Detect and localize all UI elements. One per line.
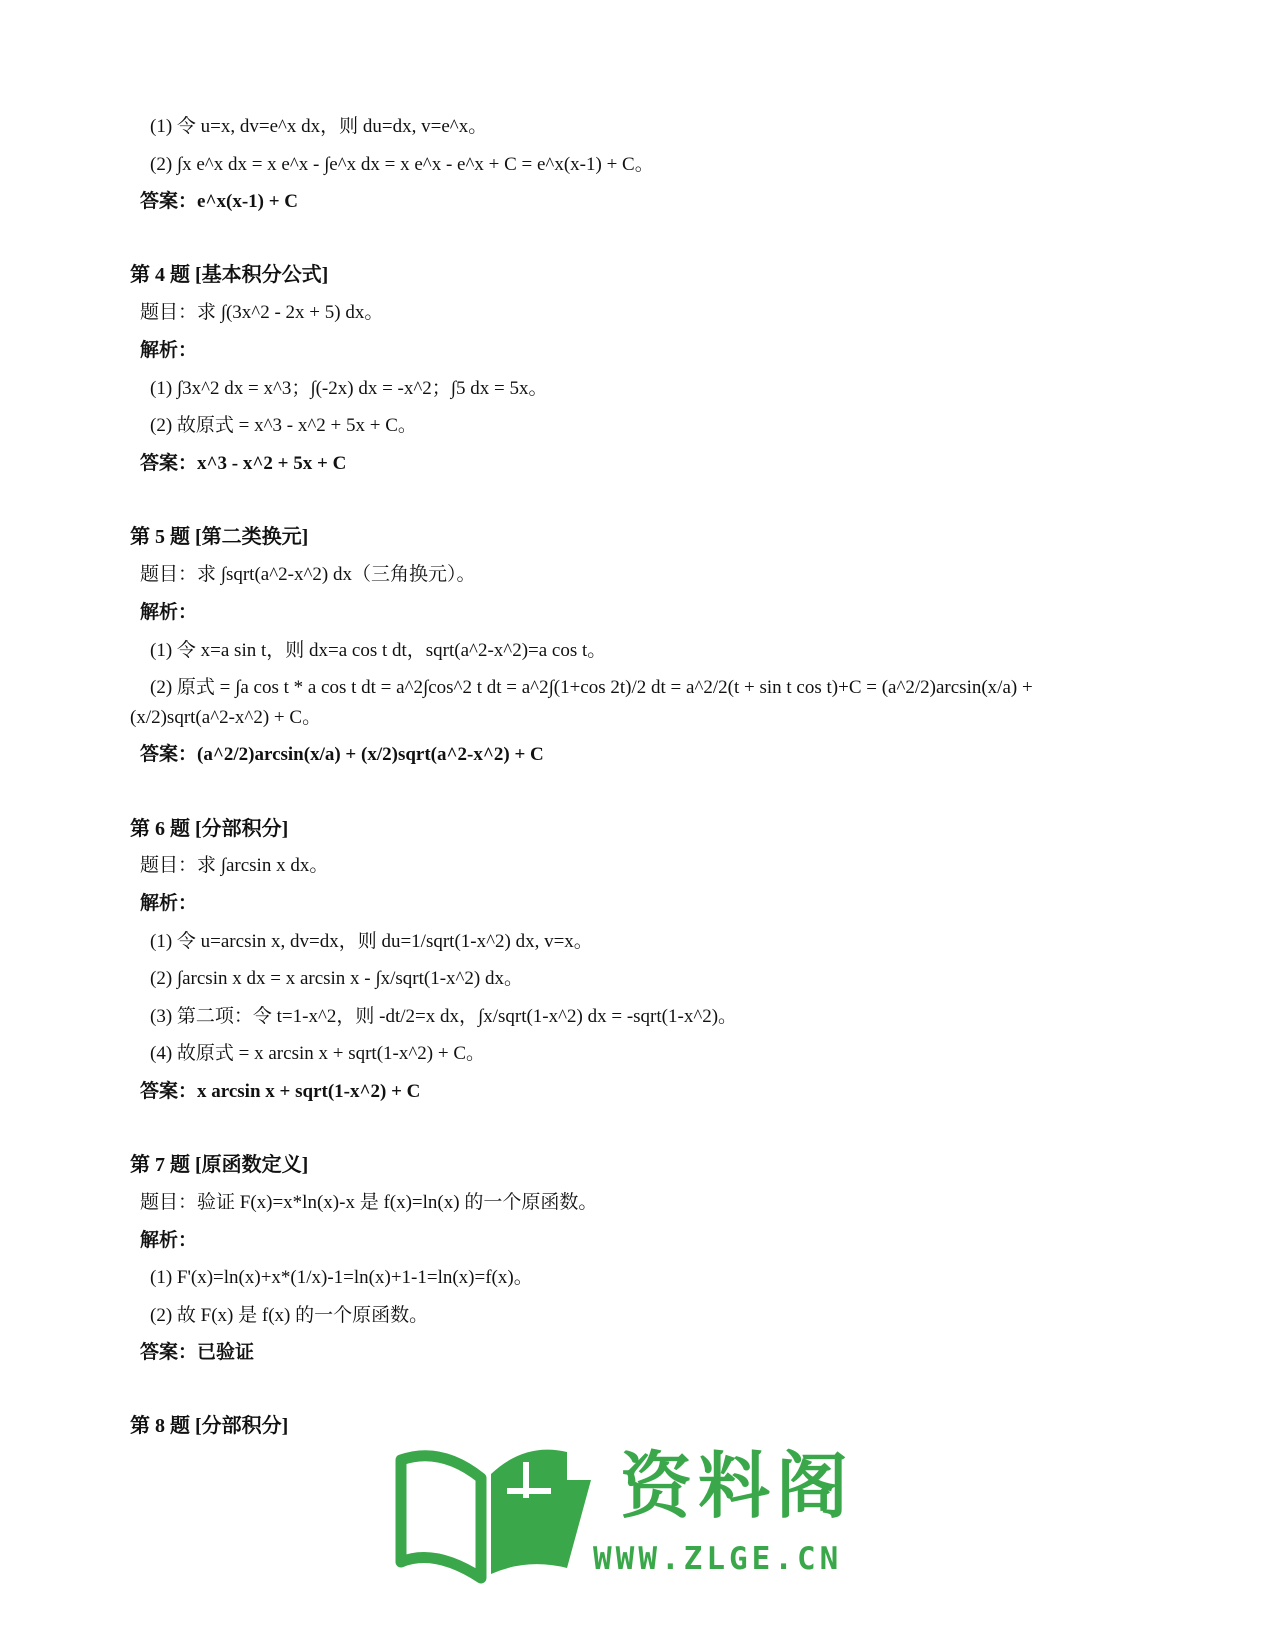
answer-line	[140, 189, 298, 215]
answer-value: (a^2/2)arcsin(x/a) + (x/2)sqrt(a^2-x^2) + C	[197, 744, 544, 765]
question-heading: 第 5 题 [第二类换元]	[130, 526, 309, 548]
solution-step: (1) 令 x=a sin t，则 dx=a cos t dt，sqrt(a^2-x^2)=a cos t。	[150, 640, 607, 661]
analysis-label: 解析：	[140, 1230, 198, 1251]
answer-label: 答案：	[140, 1081, 198, 1102]
answer-label: 答案：	[140, 453, 198, 474]
question-text: 题目：求 ∫(3x^2 - 2x + 5) dx。	[140, 302, 384, 323]
answer-line	[140, 742, 544, 768]
answer-label: 答案：	[140, 1342, 198, 1363]
solution-step: (2) 故 F(x) 是 f(x) 的一个原函数。	[150, 1305, 429, 1326]
question-heading: 第 8 题 [分部积分]	[130, 1415, 289, 1437]
analysis-label: 解析：	[140, 893, 198, 914]
site-logo	[395, 1440, 875, 1600]
logo-url: WWW.ZLGE.CN	[593, 1541, 843, 1577]
solution-step: (1) ∫3x^2 dx = x^3；∫(-2x) dx = -x^2；∫5 dx = 5x。	[150, 378, 548, 399]
solution-step: (4) 故原式 = x arcsin x + sqrt(1-x^2) + C。	[150, 1043, 485, 1064]
solution-step-continuation: (x/2)sqrt(a^2-x^2) + C。	[130, 707, 322, 728]
solution-step: (1) F'(x)=ln(x)+x*(1/x)-1=ln(x)+1-1=ln(x)=f(x)。	[150, 1267, 533, 1288]
question-heading: 第 4 题 [基本积分公式]	[130, 264, 329, 286]
answer-value: x^3 - x^2 + 5x + C	[197, 453, 347, 474]
book-icon	[395, 1440, 595, 1590]
answer-label: 答案：	[140, 744, 198, 765]
question-text: 题目：求 ∫arcsin x dx。	[140, 855, 329, 876]
solution-step: (2) ∫arcsin x dx = x arcsin x - ∫x/sqrt(1-x^2) dx。	[150, 968, 524, 989]
question-text: 题目：验证 F(x)=x*ln(x)-x 是 f(x)=ln(x) 的一个原函数。	[140, 1192, 598, 1213]
logo-title: 资料阁	[620, 1444, 855, 1528]
analysis-label: 解析：	[140, 602, 198, 623]
solution-step: (2) 原式 = ∫a cos t * a cos t dt = a^2∫cos^2 t dt = a^2∫(1+cos 2t)/2 dt = a^2/2(t + sin t cos t)+C = (a^2/2)arcsin(x/a) +	[150, 677, 1033, 698]
solution-step: (1) 令 u=x, dv=e^x dx，则 du=dx, v=e^x。	[150, 116, 488, 137]
solution-step: (2) ∫x e^x dx = x e^x - ∫e^x dx = x e^x - e^x + C = e^x(x-1) + C。	[150, 154, 654, 175]
answer-label: 答案：	[140, 191, 198, 212]
answer-line	[140, 451, 346, 477]
solution-step: (1) 令 u=arcsin x, dv=dx，则 du=1/sqrt(1-x^2) dx, v=x。	[150, 931, 593, 952]
question-heading: 第 6 题 [分部积分]	[130, 818, 289, 840]
answer-value: e^x(x-1) + C	[197, 191, 299, 212]
answer-value: 已验证	[197, 1342, 255, 1363]
answer-line	[140, 1079, 420, 1105]
solution-step: (2) 故原式 = x^3 - x^2 + 5x + C。	[150, 415, 417, 436]
answer-line	[140, 1340, 254, 1366]
analysis-label: 解析：	[140, 340, 198, 361]
solution-step: (3) 第二项：令 t=1-x^2，则 -dt/2=x dx，∫x/sqrt(1-x^2) dx = -sqrt(1-x^2)。	[150, 1006, 738, 1027]
answer-value: x arcsin x + sqrt(1-x^2) + C	[197, 1081, 421, 1102]
question-text: 题目：求 ∫sqrt(a^2-x^2) dx（三角换元）。	[140, 564, 476, 585]
question-heading: 第 7 题 [原函数定义]	[130, 1154, 309, 1176]
